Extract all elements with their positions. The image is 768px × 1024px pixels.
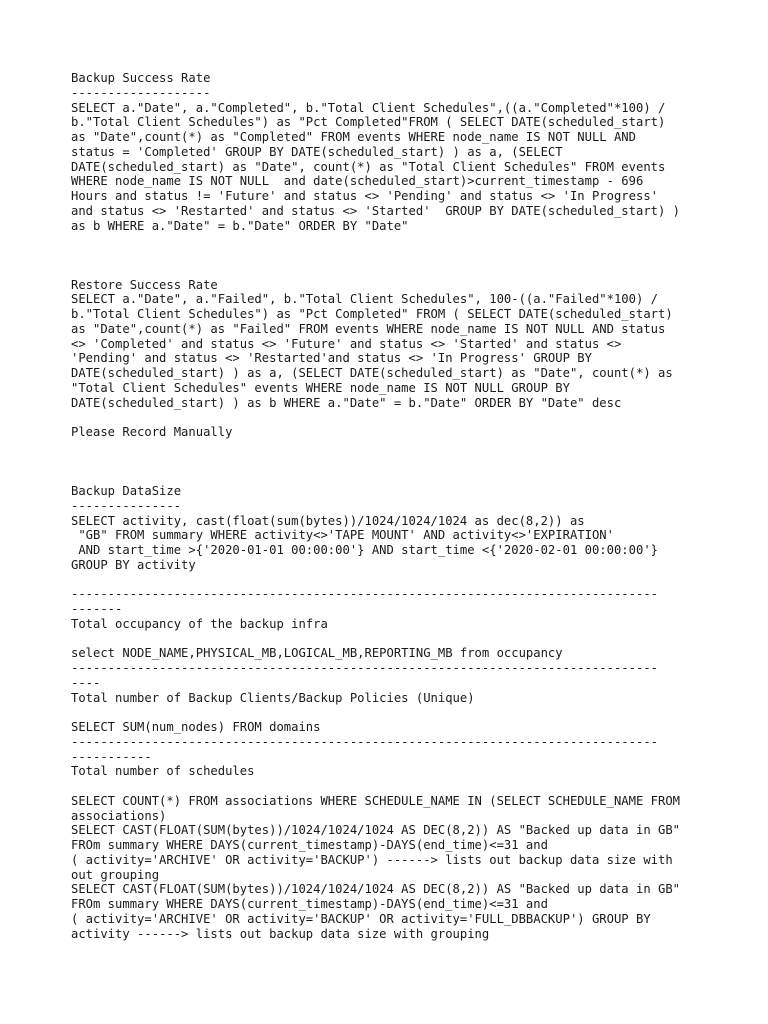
text-line: Hours and status != 'Future' and status <> 'Pending' and status <> 'In Progress'	[71, 189, 658, 203]
text-line: out grouping	[71, 867, 160, 882]
text-line: SELECT COUNT(*) FROM associations WHERE SCHEDULE_NAME IN (SELECT SCHEDULE_NAME FROM	[71, 793, 681, 808]
text-line: AND start_time >{'2020-01-01 00:00:00'} AND start_time <{'2020-02-01 00:00:00'}	[71, 543, 658, 557]
text-line: activity ------> lists out backup data size with grouping	[71, 926, 490, 941]
text-line: -----------	[71, 749, 152, 764]
text-line: as b WHERE a."Date" = b."Date" ORDER BY "Date"	[71, 218, 409, 233]
text-line: DATE(scheduled_start) ) as b WHERE a."Date" = b."Date" ORDER BY "Date" desc	[71, 395, 622, 410]
text-line: SELECT SUM(num_nodes) FROM domains	[71, 720, 321, 734]
text-line: -------------------	[71, 85, 211, 100]
text-line: 'Pending' and status <> 'Restarted'and status <> 'In Progress' GROUP BY	[71, 351, 592, 366]
text-line: SELECT activity, cast(float(sum(bytes))/1024/1024/1024 as dec(8,2)) as	[71, 513, 585, 528]
text-line: FROm summary WHERE DAYS(current_timestamp)-DAYS(end_time)<=31 and	[71, 838, 548, 852]
text-line: DATE(scheduled_start) ) as a, (SELECT DATE(scheduled_start) as "Date", count(*) as	[71, 366, 673, 380]
text-line: DATE(scheduled_start) as "Date", count(*) as "Total Client Schedules" FROM events	[71, 159, 666, 174]
text-line	[71, 233, 711, 248]
text-line	[71, 469, 711, 484]
text-line: ( activity='ARCHIVE' OR activity='BACKUP' OR activity='FULL_DBBACKUP') GROUP BY	[71, 911, 651, 926]
text-line	[71, 440, 711, 455]
text-line: WHERE node_name IS NOT NULL and date(scheduled_start)>current_timestamp - 696	[71, 174, 644, 189]
text-line: GROUP BY activity	[71, 557, 196, 572]
text-line: status = 'Completed' GROUP BY DATE(scheduled_start) ) as a, (SELECT	[71, 144, 563, 159]
text-line	[71, 455, 711, 470]
text-line: ( activity='ARCHIVE' OR activity='BACKUP') ------> lists out backup data size with	[71, 852, 673, 867]
text-line: ----	[71, 675, 101, 690]
text-line: --------------------------------------------------------------------------------	[71, 587, 658, 602]
text-line: associations)	[71, 808, 167, 823]
text-line: Please Record Manually	[71, 425, 233, 439]
text-line	[71, 248, 711, 263]
text-line: SELECT a."Date", a."Failed", b."Total Client Schedules", 100-((a."Failed"*100) /	[71, 292, 658, 307]
text-line: "Total Client Schedules" events WHERE node_name IS NOT NULL GROUP BY	[71, 380, 570, 395]
text-line: select NODE_NAME,PHYSICAL_MB,LOGICAL_MB,REPORTING_MB from occupancy	[71, 646, 563, 661]
text-line: SELECT CAST(FLOAT(SUM(bytes))/1024/1024/1024 AS DEC(8,2)) AS "Backed up data in GB"	[71, 823, 681, 838]
text-line: and status <> 'Restarted' and status <> 'Started' GROUP BY DATE(scheduled_start) )	[71, 203, 681, 218]
text-line: as "Date",count(*) as "Completed" FROM events WHERE node_name IS NOT NULL AND	[71, 130, 636, 144]
text-line: Restore Success Rate	[71, 277, 218, 292]
text-line: SELECT a."Date", a."Completed", b."Total Client Schedules",((a."Completed"*100) /	[71, 100, 666, 115]
text-line: b."Total Client Schedules") as "Pct Completed" FROM ( SELECT DATE(scheduled_start)	[71, 307, 673, 321]
text-line: Total occupancy of the backup infra	[71, 616, 328, 631]
text-line: b."Total Client Schedules") as "Pct Completed"FROM ( SELECT DATE(scheduled_start)	[71, 115, 666, 130]
text-line: ---------------	[71, 498, 182, 513]
text-line: SELECT CAST(FLOAT(SUM(bytes))/1024/1024/1024 AS DEC(8,2)) AS "Backed up data in GB"	[71, 882, 681, 897]
text-line	[71, 410, 711, 425]
text-line	[71, 632, 711, 647]
text-line: Total number of schedules	[71, 764, 255, 779]
text-line: <> 'Completed' and status <> 'Future' and status <> 'Started' and status <>	[71, 336, 622, 351]
text-line: "GB" FROM summary WHERE activity<>'TAPE MOUNT' AND activity<>'EXPIRATION'	[71, 528, 614, 543]
text-line: -------	[71, 602, 123, 616]
document-page	[71, 71, 711, 941]
text-line: Backup DataSize	[71, 484, 182, 498]
text-line: --------------------------------------------------------------------------------	[71, 734, 658, 749]
text-line	[71, 705, 711, 720]
text-line: Backup Success Rate	[71, 71, 211, 85]
text-line	[71, 779, 711, 794]
text-line: FROm summary WHERE DAYS(current_timestamp)-DAYS(end_time)<=31 and	[71, 897, 548, 911]
text-line	[71, 263, 711, 278]
text-line: Total number of Backup Clients/Backup Policies (Unique)	[71, 690, 475, 705]
text-line: as "Date",count(*) as "Failed" FROM events WHERE node_name IS NOT NULL AND status	[71, 321, 666, 336]
text-line	[71, 573, 711, 588]
text-line: --------------------------------------------------------------------------------	[71, 661, 658, 675]
